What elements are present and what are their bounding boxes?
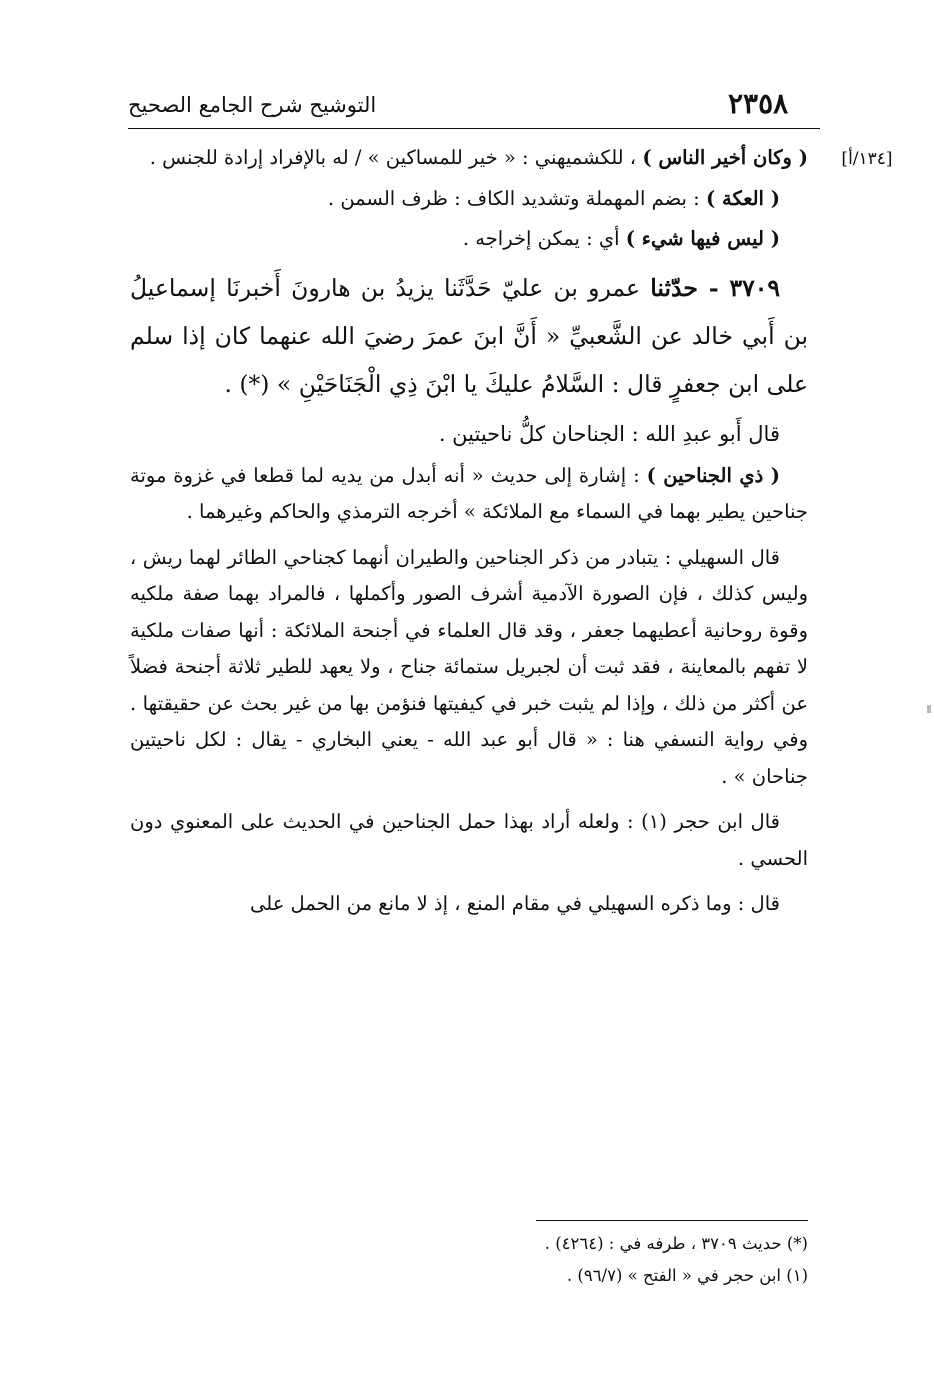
hadith-body: عمرو بن عليّ حَدَّثَنا يزيدُ بن هارونَ أَخبرنَا إسماعيلُ بن أَبي خالد عن الشَّعبيِّ « أَنَّ ابنَ عمرَ رضيَ الله عنهما كان إذا سلم على ابن جعفرٍ قال : السَّلامُ عليكَ يا ابْنَ ذِي الْجَنَاحَيْنِ » (*) . <box>130 273 808 398</box>
commentary: ، للكشميهني : « خير للمساكين » / له بالإفراد إرادة للجنس . <box>149 146 643 169</box>
paragraph-kana-akhyar <box>130 140 808 177</box>
hadith-text: ٣٧٠٩ - حدّثنا عمرو بن عليّ حَدَّثَنا يزيدُ بن هارونَ أَخبرنَا إسماعيلُ بن أَبي خالد عن الشَّعبيِّ « أَنَّ ابنَ عمرَ رضيَ الله عنهما كان إذا سلم على ابن جعفرٍ قال : السَّلامُ عليكَ يا ابْنَ ذِي الْجَنَاحَيْنِ » (*) . <box>130 273 808 398</box>
lemma: ( ذي الجناحين ) <box>646 463 780 487</box>
main-text <box>130 140 808 923</box>
paragraph-abu-abdillah: قال أَبو عبدِ الله : الجناحان كلُّ ناحيتين . <box>438 421 780 446</box>
paragraph-suhayli: قال السهيلي : يتبادر من ذكر الجناحين والطيران أنهما كجناحي الطائر لهما ريش ، وليس كذلك ، فإن الصورة الآدمية أشرف الصور وأكملها ، فالمراد بهما صفة ملكيه وقوة روحانية أعطيهما جعفر ، وقد قال العلماء في أجنحة الملائكة : أنها صفات ملكية لا تفهم بالمعاينة ، فقد ثبت أن لجبريل ستمائة جناح ، ولا يعهد للطير ثلاثة أجنحة فضلاً عن أكثر من ذلك ، وإذا لم يثبت خبر في كيفيتها فنؤمن بها من غير بحث عن حقيقتها . وفي رواية النسفي هنا : « قال أبو عبد الله - يعني البخاري - يقال : لكل ناحيتين جناحان » . <box>130 545 808 788</box>
page-number: ٢٣٥٨ <box>728 87 789 120</box>
footnote-1: (١) ابن حجر في « الفتح » (٩٦/٧) . <box>566 1266 808 1285</box>
lemma: ( وكان أخير الناس ) <box>642 146 808 169</box>
commentary: : إشارة إلى حديث « أنه أبدل من يديه لما قطعا في غزوة موتة جناحين يطير بهما في السماء مع الملائكة » أخرجه الترمذي والحاكم وغيرهما . <box>130 463 808 523</box>
paragraph-al-ukka <box>130 181 808 218</box>
hadith-number: ٣٧٠٩ <box>729 273 780 302</box>
lemma: ( ليس فيها شيء ) <box>625 227 780 250</box>
lemma: ( العكة ) <box>705 186 780 210</box>
commentary: أي : يمكن إخراجه . <box>462 227 626 250</box>
footnote-hadith-cross-ref: (*) حديث ٣٧٠٩ ، طرفه في : (٤٢٦٤) . <box>544 1234 808 1253</box>
scan-edge-mark <box>927 705 931 713</box>
paragraph-laysa-fiha <box>130 221 808 258</box>
header-rule <box>128 128 820 129</box>
paragraph-ibn-hajar: قال ابن حجر (١) : ولعله أراد بهذا حمل الجناحين في الحديث على المعنوي دون الحسي . <box>130 810 808 870</box>
commentary: : بضم المهملة وتشديد الكاف : ظرف السمن . <box>327 186 706 210</box>
paragraph-qala: قال : وما ذكره السهيلي في مقام المنع ، إذ لا مانع من الحمل على <box>250 892 780 915</box>
running-title: التوشيح شرح الجامع الصحيح <box>128 93 377 117</box>
footnotes <box>130 1228 808 1292</box>
footnote-rule <box>536 1220 808 1221</box>
paragraph-dhi-al-janahayn <box>130 458 808 531</box>
hadith-lead: حدّثنا <box>650 273 698 302</box>
manuscript-folio-reference: [١٣٤/أ] <box>841 149 893 169</box>
